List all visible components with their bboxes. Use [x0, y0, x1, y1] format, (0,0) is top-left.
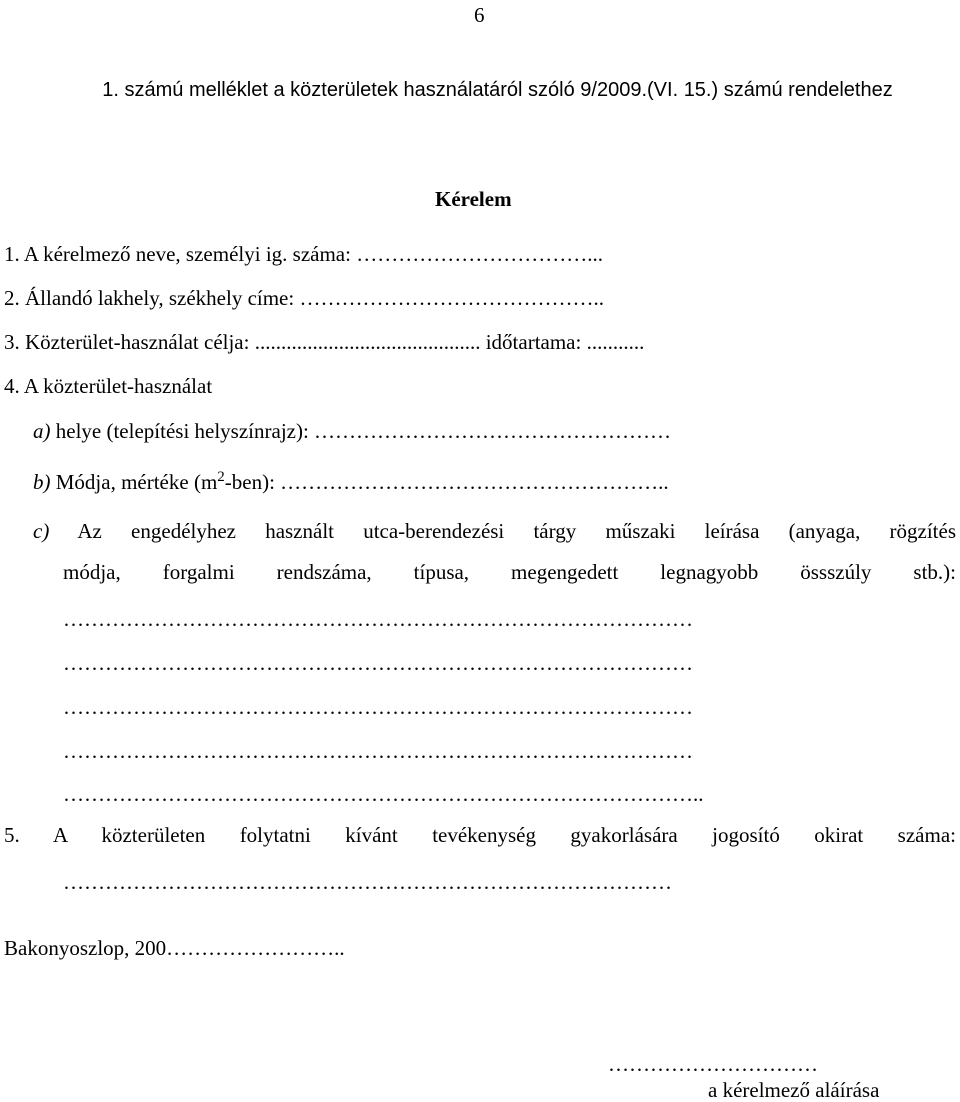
item-4c-text: Az engedélyhez használt utca-berendezési tárgy műszaki leírása (anyaga, rögzítés [49, 519, 956, 543]
page-number: 6 [474, 3, 485, 27]
item-4-heading: 4. A közterület-használat [4, 374, 213, 398]
blank-line-4: ……………………………………………………………………………… [63, 739, 693, 763]
item-4c-letter: c) [33, 519, 50, 543]
item-3-purpose-duration: 3. Közterület-használat célja: ........................................... időtartama: ........... [4, 330, 645, 354]
blank-line-2: ……………………………………………………………………………… [63, 651, 693, 675]
item-2-address: 2. Állandó lakhely, székhely címe: …………………………………….. [4, 286, 604, 310]
place-date: Bakonyoszlop, 200…………………….. [4, 936, 345, 960]
item-5-blank-line: …………………………………………………………………………… [63, 870, 672, 894]
item-4a-letter: a) [33, 419, 51, 443]
item-4a-text: helye (telepítési helyszínrajz): …………………………………………… [50, 419, 672, 443]
signature-label: a kérelmező aláírása [708, 1078, 880, 1102]
form-title: Kérelem [435, 187, 512, 211]
item-4c-description-line-2: módja, forgalmi rendszáma, típusa, megengedett legnagyobb össszúly stb.): [63, 560, 956, 584]
item-5-permit-number: 5. A közterületen folytatni kívánt tevékenység gyakorlására jogosító okirat száma: [4, 823, 956, 847]
blank-line-1: ……………………………………………………………………………… [63, 607, 693, 631]
signature-line: ………………………… [608, 1052, 818, 1076]
item-4b-text: Módja, mértéke (m [50, 470, 218, 494]
item-4b-text-end: -ben): ……………………………………………….. [224, 470, 669, 494]
item-4b-letter: b) [33, 470, 51, 494]
item-4b-manner [33, 470, 669, 494]
annex-title: 1. számú melléklet a közterületek használatáról szóló 9/2009.(VI. 15.) számú rendelethez [102, 79, 893, 101]
item-4c-description-line-1 [33, 519, 956, 543]
blank-line-5: ……………………………………………………………………………….. [63, 782, 704, 806]
item-4b-superscript: 2 [217, 469, 225, 485]
blank-line-3: ……………………………………………………………………………… [63, 695, 693, 719]
item-1-applicant-name: 1. A kérelmező neve, személyi ig. száma: ……………………………... [4, 242, 603, 266]
item-4a-location [33, 419, 671, 443]
